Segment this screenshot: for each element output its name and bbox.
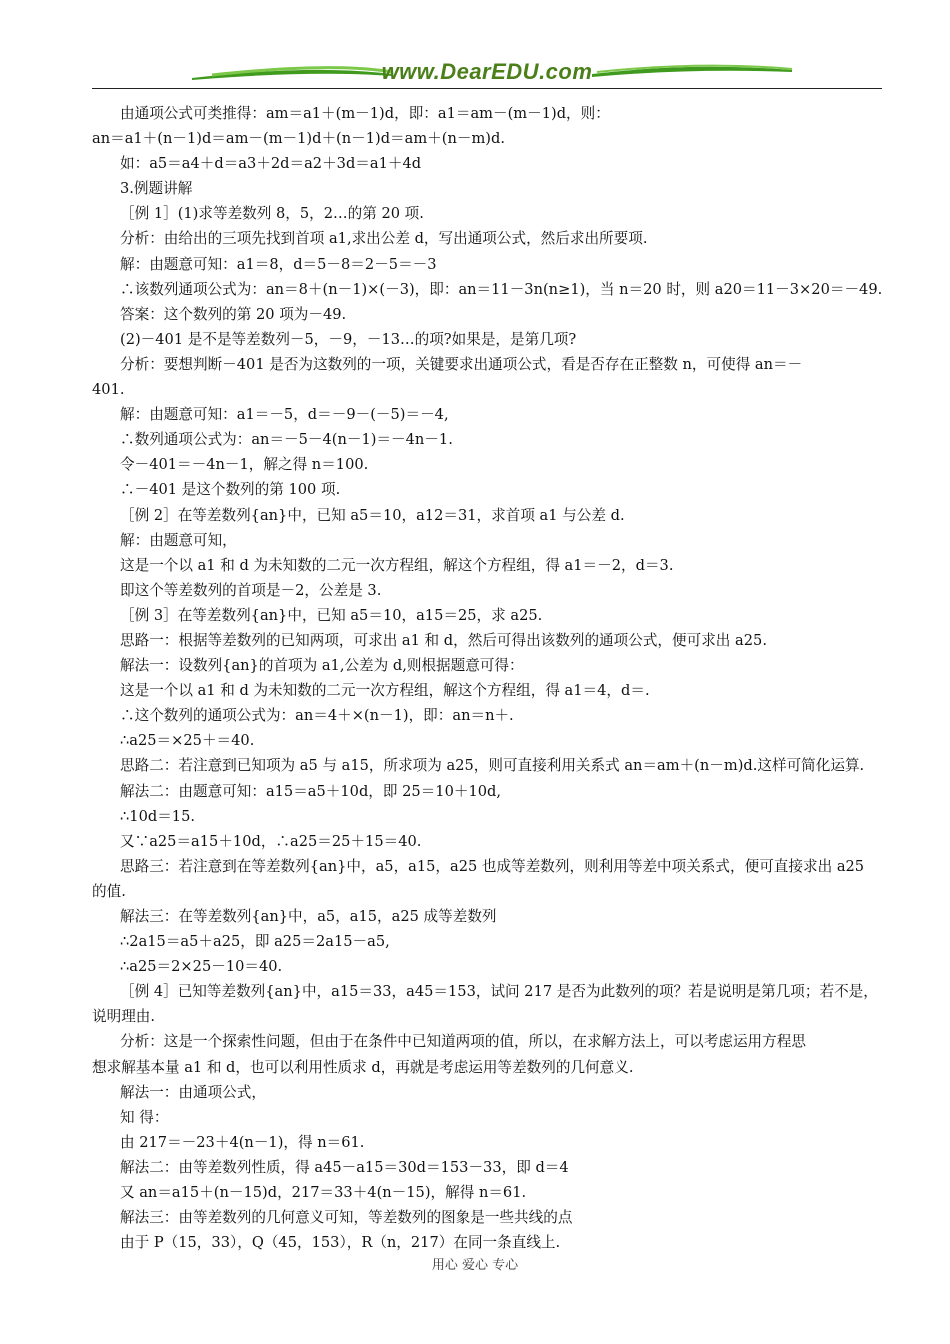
text-line: 解法三：在等差数列{an}中，a5，a15，a25 成等差数列 bbox=[120, 908, 497, 925]
text-line: 这是一个以 a1 和 d 为未知数的二元一次方程组，解这个方程组，得 a1＝4，d＝. bbox=[120, 682, 650, 700]
section-heading: 3.例题讲解 bbox=[120, 180, 193, 198]
text-line: 解：由题意可知：a1＝8，d＝5－8＝2－5＝－3 bbox=[120, 255, 437, 273]
text-line: 说明理由. bbox=[92, 1008, 156, 1026]
text-line: ∴－401 是这个数列的第 100 项. bbox=[120, 481, 341, 499]
text-line: 即这个等差数列的首项是－2，公差是 3. bbox=[120, 581, 382, 599]
text-line: 知 得： bbox=[120, 1108, 169, 1126]
text-line: ∴这个数列的通项公式为：an＝4＋×(n－1)，即：an＝n＋. bbox=[120, 707, 514, 725]
text-line: 解法二：由题意可知：a15＝a5＋10d，即 25＝10＋10d, bbox=[120, 782, 501, 800]
text-line: 答案：这个数列的第 20 项为－49. bbox=[120, 305, 347, 323]
text-line: ∴a25＝2×25－10＝40. bbox=[120, 958, 283, 976]
text-line: 解法一：设数列{an}的首项为 a1,公差为 d,则根据题意可得： bbox=[120, 657, 524, 675]
text-line: ∴该数列通项公式为：an＝8＋(n－1)×(－3)，即：an＝11－3n(n≥1)，当 n＝20 时，则 a20＝11－3×20＝－49. bbox=[120, 280, 882, 298]
text-line: 解法二：由等差数列性质，得 a45－a15＝30d＝153－33，即 d＝4 bbox=[120, 1158, 569, 1176]
site-logo[interactable]: www.DearEDU.com bbox=[381, 59, 593, 84]
text-line: 思路一：根据等差数列的已知两项，可求出 a1 和 d，然后可得出该数列的通项公式，便可求出 a25. bbox=[120, 631, 767, 649]
text-line: 这是一个以 a1 和 d 为未知数的二元一次方程组，解这个方程组，得 a1＝－2，d＝3. bbox=[120, 556, 674, 574]
text-line: 分析：由给出的三项先找到首项 a1,求出公差 d，写出通项公式，然后求出所要项. bbox=[120, 230, 648, 248]
text-line: 又∵a25＝a15＋10d，∴a25＝25＋15＝40. bbox=[120, 832, 422, 850]
text-line: 思路三：若注意到在等差数列{an}中，a5，a15，a25 也成等差数列，则利用等差中项关系式，便可直接求出 a25 bbox=[120, 857, 865, 875]
text-line: 分析：这是一个探索性问题，但由于在条件中已知道两项的值，所以，在求解方法上，可以考虑运用方程思 bbox=[120, 1033, 806, 1051]
text-line: 想求解基本量 a1 和 d，也可以利用性质求 d，再就是考虑运用等差数列的几何意义. bbox=[92, 1058, 634, 1076]
text-line: 由于 P（15，33），Q（45，153），R（n，217）在同一条直线上. bbox=[120, 1234, 561, 1252]
text-line: ∴数列通项公式为：an＝－5－4(n－1)＝－4n－1. bbox=[120, 431, 453, 449]
text-line: ［例 2］在等差数列{an}中，已知 a5＝10，a12＝31，求首项 a1 与公差 d. bbox=[120, 506, 625, 524]
text-line: ∴10d＝15. bbox=[120, 807, 195, 825]
text-line: ∴2a15＝a5＋a25，即 a25＝2a15－a5, bbox=[120, 933, 390, 951]
document-body bbox=[92, 101, 882, 1255]
text-line: 令－401＝－4n－1，解之得 n＝100. bbox=[120, 456, 369, 474]
header-rule bbox=[92, 88, 882, 89]
text-line: 又 an＝a15＋(n－15)d，217＝33＋4(n－15)，解得 n＝61. bbox=[120, 1184, 527, 1202]
text-line: 解法三：由等差数列的几何意义可知，等差数列的图象是一些共线的点 bbox=[120, 1209, 573, 1227]
text-line: 解：由题意可知：a1＝－5，d＝－9－(－5)＝－4, bbox=[120, 406, 449, 424]
text-line: 解法一：由通项公式， bbox=[120, 1083, 266, 1101]
text-line: 401. bbox=[92, 381, 125, 399]
text-line: 解：由题意可知， bbox=[120, 531, 237, 549]
text-line: 思路二：若注意到已知项为 a5 与 a15，所求项为 a25，则可直接利用关系式 an＝am＋(n－m)d.这样可简化运算. bbox=[120, 757, 865, 775]
text-line: 由 217＝－23＋4(n－1)，得 n＝61. bbox=[120, 1133, 365, 1151]
text-line: ［例 1］(1)求等差数列 8，5，2…的第 20 项. bbox=[120, 205, 424, 223]
text-line: an＝a1＋(n－1)d＝am－(m－1)d＋(n－1)d＝am＋(n－m)d. bbox=[92, 130, 505, 148]
text-line: ［例 4］已知等差数列{an}中，a15＝33，a45＝153，试问 217 是否为此数列的项？若是说明是第几项；若不是， bbox=[120, 983, 878, 1001]
page-footer: 用心 爱心 专心 bbox=[431, 1258, 519, 1273]
text-line: (2)－401 是不是等差数列－5，－9，－13…的项?如果是，是第几项? bbox=[120, 330, 577, 348]
text-line: 如：a5＝a4＋d＝a3＋2d＝a2＋3d＝a1＋4d bbox=[120, 155, 422, 173]
header-banner bbox=[92, 56, 882, 96]
text-line: 分析：要想判断－401 是否为这数列的一项，关键要求出通项公式，看是否存在正整数 n，可使得 an＝－ bbox=[120, 355, 803, 373]
text-line: ∴a25＝×25＋＝40. bbox=[120, 732, 255, 750]
text-line: 由通项公式可类推得：am＝a1＋(m－1)d，即：a1＝am－(m－1)d，则： bbox=[120, 105, 610, 122]
text-line: 的值. bbox=[92, 882, 126, 900]
text-line: ［例 3］在等差数列{an}中，已知 a5＝10，a15＝25，求 a25. bbox=[120, 606, 543, 624]
